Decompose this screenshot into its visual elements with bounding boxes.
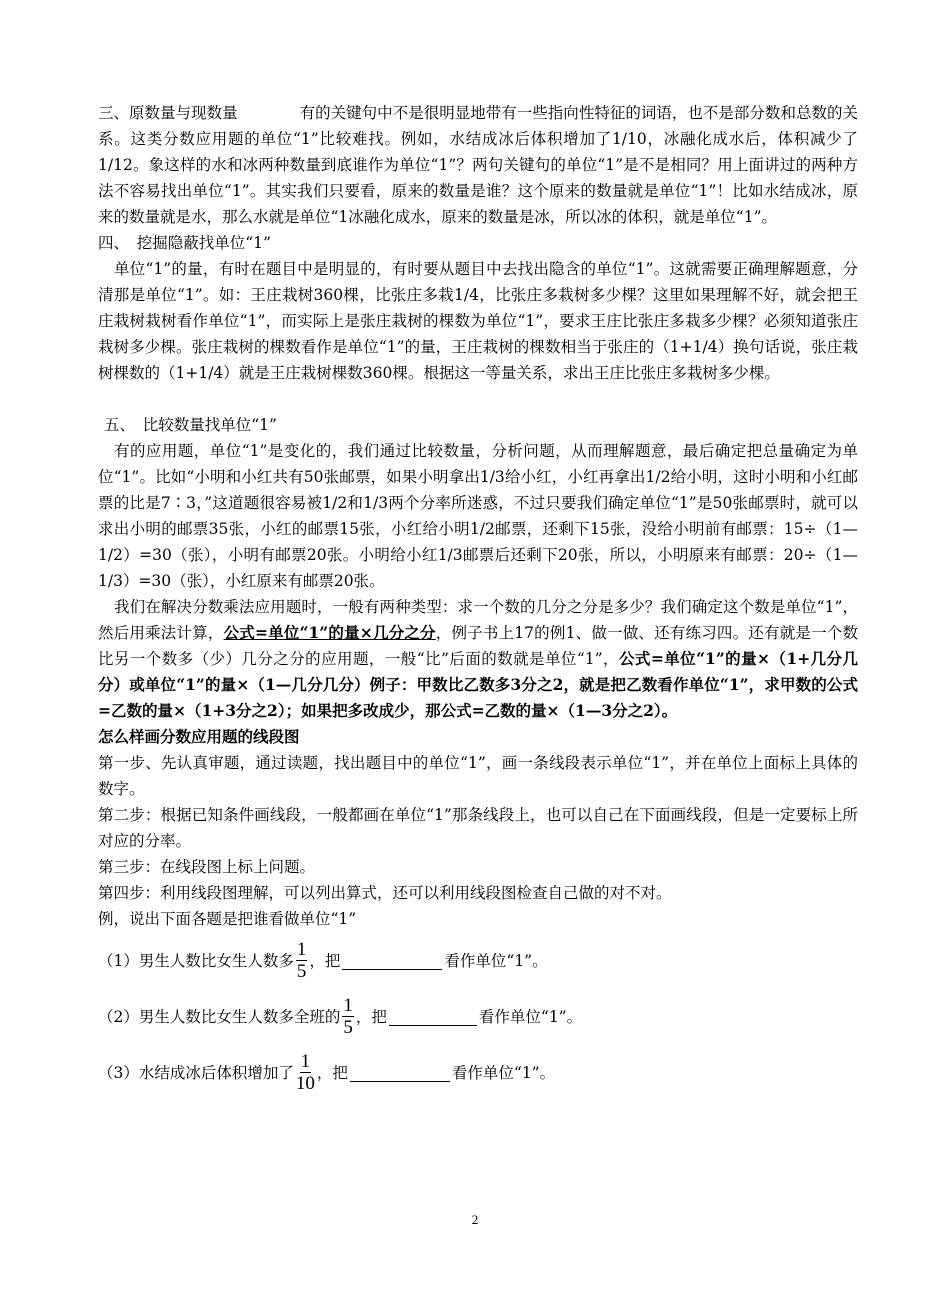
fraction-numerator: 1	[296, 938, 307, 960]
question-3	[98, 1044, 858, 1100]
fraction	[342, 995, 354, 1038]
section-5-heading: 五、 比较数量找单位“1”	[104, 416, 277, 434]
section-4-heading: 四、 挖掘隐蔽找单位“1”	[98, 234, 271, 252]
fraction-numerator: 1	[343, 994, 353, 1016]
formula-1: 公式=单位“1”的量×几分之分	[223, 623, 436, 642]
answer-blank[interactable]	[350, 1063, 450, 1082]
spacer	[98, 386, 858, 412]
section-3-paragraph: 三、原数量与现数量 有的关键句中不是很明显地带有一些指向性特征的词语，也不是部分数和总数的关系。这类分数应用题的单位“1”比较难找。例如，水结成冰后体积增加了1/10，冰融化成水后，体积减少了1/12。象这样的水和冰两种数量到底谁作为单位“1”？两句关键句的单位“1”是不是相同？用上面讲过的两种方法不容易找出单位“1”。其实我们只要看，原来的数量是谁？这个原来的数量就是单位“1”！比如水结成冰，原来的数量就是水，那么水就是单位“1冰融化成水，原来的数量是冰，所以冰的体积，就是单位“1”。	[98, 104, 858, 226]
answer-blank[interactable]	[389, 1007, 477, 1026]
fraction-denominator: 5	[296, 960, 307, 982]
question-text: 看作单位“1”。	[451, 1064, 556, 1082]
question-text: ，把	[309, 952, 341, 970]
answer-blank[interactable]	[342, 951, 442, 970]
document-body	[98, 100, 858, 1100]
step-3: 第三步：在线段图上标上问题。	[98, 858, 316, 876]
page-number: 2	[471, 1212, 479, 1227]
fraction-denominator: 5	[343, 1016, 353, 1038]
step-2: 第二步：根据已知条件画线段，一般都画在单位“1”那条线段上，也可以自己在下面画线段，但是一定要标上所对应的分率。	[98, 806, 858, 850]
section-5-paragraph: 有的应用题，单位“1”是变化的，我们通过比较数量，分析问题，从而理解题意，最后确定把总量确定为单位“1”。比如“小明和小红共有50张邮票，如果小明拿出1/3给小红，小红再拿出1/2给小明，这时小明和小红邮票的比是7∶3，”这道题很容易被1/2和1/3两个分率所迷惑，不过只要我们确定单位“1”是50张邮票时，就可以求出小明的邮票35张，小红的邮票15张，小红给小明1/2邮票，还剩下15张，没给小明前有邮票：15÷（1—1/2）=30（张），小明有邮票20张。小明给小红1/3邮票后还剩下20张，所以，小明原来有邮票：20÷（1—1/3）=30（张），小红原来有邮票20张。	[98, 442, 858, 590]
fraction-denominator: 10	[295, 1072, 315, 1094]
line-diagram-heading: 怎么样画分数应用题的线段图	[98, 727, 300, 746]
step-4: 第四步：利用线段图理解，可以列出算式，还可以利用线段图检查自己做的对不对。	[98, 884, 672, 902]
section-4-paragraph: 单位“1”的量，有时在题目中是明显的，有时要从题目中去找出隐含的单位“1”。这就需要正确理解题意，分清那是单位“1”。如：王庄栽树360棵，比张庄多栽1/4，比张庄多栽树多少棵？这里如果理解不好，就会把王庄栽树栽树看作单位“1”，而实际上是张庄栽树的棵数为单位“1”，要求王庄比张庄多栽多少棵？必须知道张庄栽树多少棵。张庄栽树的棵数看作是单位“1”的量，王庄栽树的棵数相当于张庄的（1+1/4）换句话说，张庄栽树棵数的（1+1/4）就是王庄栽树棵数360棵。根据这一等量关系，求出王庄比张庄多栽树多少棵。	[98, 260, 858, 382]
formula-middle: ，例子书上17的例1、做一做、还有练习四。还有就是一个数比另一个数多（少）几分之分的应用题，一般“比”后面的数就是单位“1”，	[98, 624, 858, 668]
fraction	[296, 939, 308, 982]
step-1: 第一步、先认真审题，通过读题，找出题目中的单位“1”，画一条线段表示单位“1”，并在单位上面标上具体的数字。	[98, 754, 858, 798]
question-text: ，把	[316, 1064, 348, 1082]
question-text: （1）男生人数比女生人数多	[98, 952, 294, 970]
question-text: ，把	[355, 1008, 387, 1026]
example-intro: 例，说出下面各题是把谁看做单位“1”	[98, 910, 357, 928]
fraction-numerator: 1	[300, 1050, 311, 1072]
question-text: 看作单位“1”。	[478, 1008, 583, 1026]
formula-intro: 我们在解决分数乘法应用题时，一般有两种类型：求一个数的几分之分是多少？我们确定这个数是单位“1”，然后用乘法计算，	[98, 598, 858, 642]
question-text: （2）男生人数比女生人数多全班的	[98, 1008, 341, 1026]
formula-2: 公式=单位“1”的量×（1+几分几分）或单位“1”的量×（1—几分几分）例子：甲数比乙数多3分之2，就是把乙数看作单位“1”，求甲数的公式=乙数的量×（1+3分之2）；如果把多改成少，那公式=乙数的量×（1—3分之2）。	[98, 649, 858, 720]
question-2	[98, 988, 858, 1044]
formula-paragraph	[98, 594, 858, 724]
question-text: （3）水结成冰后体积增加了	[98, 1064, 294, 1082]
fraction	[296, 1051, 315, 1094]
question-1	[98, 932, 858, 988]
question-text: 看作单位“1”。	[444, 952, 548, 970]
